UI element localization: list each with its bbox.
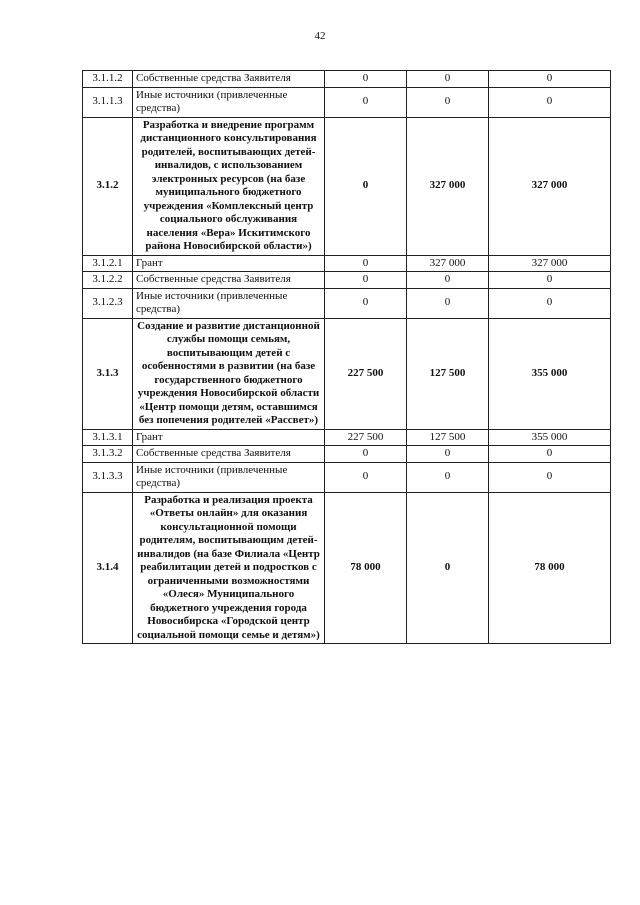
row-code: 3.1.3 [83, 318, 133, 429]
row-description: Иные источники (привлеченные средства) [133, 288, 325, 318]
table-row [83, 288, 611, 318]
row-value-1: 0 [325, 446, 407, 463]
row-value-3: 0 [489, 288, 611, 318]
row-value-2: 0 [407, 446, 489, 463]
row-value-3: 0 [489, 462, 611, 492]
table-row [83, 462, 611, 492]
row-value-2: 127 500 [407, 318, 489, 429]
row-code: 3.1.2.1 [83, 255, 133, 272]
row-description: Собственные средства Заявителя [133, 446, 325, 463]
row-description: Собственные средства Заявителя [133, 71, 325, 88]
row-value-3: 355 000 [489, 429, 611, 446]
table-row [83, 318, 611, 429]
row-value-1: 0 [325, 272, 407, 289]
table-row [83, 272, 611, 289]
row-code: 3.1.1.3 [83, 87, 133, 117]
row-value-1: 78 000 [325, 492, 407, 644]
row-code: 3.1.1.2 [83, 71, 133, 88]
table-row [83, 255, 611, 272]
row-code: 3.1.2.3 [83, 288, 133, 318]
row-code: 3.1.3.1 [83, 429, 133, 446]
row-value-3: 327 000 [489, 255, 611, 272]
row-value-3: 0 [489, 71, 611, 88]
row-value-1: 227 500 [325, 318, 407, 429]
row-value-2: 0 [407, 87, 489, 117]
row-value-2: 0 [407, 272, 489, 289]
row-value-1: 0 [325, 71, 407, 88]
row-description: Грант [133, 255, 325, 272]
row-code: 3.1.2 [83, 117, 133, 255]
row-description: Разработка и внедрение программ дистанционного консультирования родителей, воспитывающих детей-инвалидов, с использованием электронных ресурсов (на базе муниципального бюджетного учреждения «Комплексный центр социального обслуживания населения «Вера» Искитимского района Новосибирской области») [133, 117, 325, 255]
row-value-1: 0 [325, 117, 407, 255]
row-description: Грант [133, 429, 325, 446]
row-value-3: 0 [489, 272, 611, 289]
table-row [83, 71, 611, 88]
row-description: Иные источники (привлеченные средства) [133, 462, 325, 492]
row-code: 3.1.3.3 [83, 462, 133, 492]
row-value-3: 0 [489, 446, 611, 463]
row-description: Собственные средства Заявителя [133, 272, 325, 289]
table-row [83, 429, 611, 446]
budget-table-body [83, 71, 611, 644]
row-value-2: 327 000 [407, 117, 489, 255]
row-value-1: 0 [325, 462, 407, 492]
row-value-2: 0 [407, 288, 489, 318]
row-value-2: 327 000 [407, 255, 489, 272]
row-value-3: 355 000 [489, 318, 611, 429]
row-code: 3.1.4 [83, 492, 133, 644]
row-code: 3.1.3.2 [83, 446, 133, 463]
row-value-3: 0 [489, 87, 611, 117]
row-value-1: 0 [325, 87, 407, 117]
row-value-1: 0 [325, 288, 407, 318]
table-row [83, 117, 611, 255]
row-value-2: 0 [407, 492, 489, 644]
budget-table [82, 70, 611, 644]
row-description: Создание и развитие дистанционной службы помощи семьям, воспитывающим детей с особенностями в развитии (на базе государственного бюджетного учреждения Новосибирской области «Центр помощи детям, оставшимся без попечения родителей «Рассвет») [133, 318, 325, 429]
table-row [83, 87, 611, 117]
page-number: 42 [314, 30, 326, 42]
table-row [83, 446, 611, 463]
row-value-2: 0 [407, 71, 489, 88]
row-value-3: 327 000 [489, 117, 611, 255]
row-value-2: 0 [407, 462, 489, 492]
row-description: Иные источники (привлеченные средства) [133, 87, 325, 117]
row-value-2: 127 500 [407, 429, 489, 446]
row-value-1: 227 500 [325, 429, 407, 446]
row-value-1: 0 [325, 255, 407, 272]
row-code: 3.1.2.2 [83, 272, 133, 289]
row-value-3: 78 000 [489, 492, 611, 644]
table-row [83, 492, 611, 644]
row-description: Разработка и реализация проекта «Ответы онлайн» для оказания консультационной помощи родителям, воспитывающим детей-инвалидов (на базе Филиала «Центр реабилитации детей и подростков с ограниченными возможностями «Олеся» Муниципального бюджетного учреждения города Новосибирска «Городской центр социальной помощи семье и детям») [133, 492, 325, 644]
